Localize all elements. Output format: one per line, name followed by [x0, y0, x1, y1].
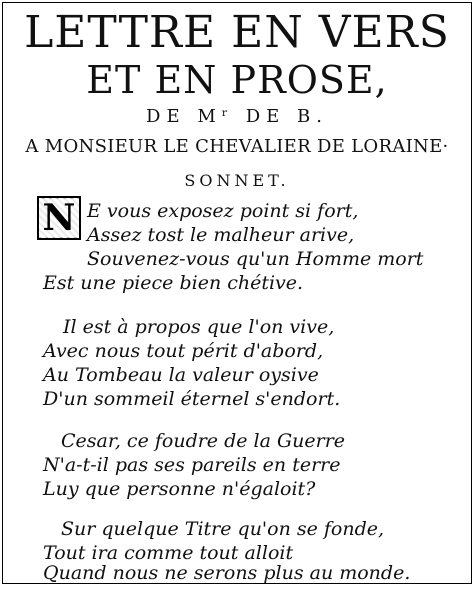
poem-line: Tout ira comme tout alloit [43, 542, 294, 564]
poem-line: Sur quelque Titre qu'on se fonde, [61, 518, 385, 540]
drop-cap-letter: N [39, 199, 80, 237]
poem-line: Cesar, ce foudre de la Guerre [61, 430, 346, 452]
ornamental-drop-cap [37, 196, 81, 240]
poem-line: Au Tombeau la valeur oysive [43, 364, 319, 386]
poem-line: N'a-t-il pas ses pareils en terre [43, 454, 341, 476]
poem-line: E vous exposez point si fort, [87, 200, 359, 222]
poem-line: D'un sommeil éternel s'endort. [43, 388, 341, 410]
author-byline: DE Mʳ DE B. [146, 106, 328, 127]
title-line-2: ET EN PROSE, [86, 58, 388, 102]
title-line-1: LETTRE EN VERS [24, 7, 450, 58]
poem-line: Est une piece bien chétive. [43, 272, 304, 294]
document-page [2, 2, 472, 584]
dedication: A MONSIEUR LE CHEVALIER DE LORAINE· [25, 136, 449, 157]
poem-heading: SONNET. [184, 171, 290, 190]
poem-line: Il est à propos que l'on vive, [63, 316, 335, 338]
poem-line: Assez tost le malheur arive, [87, 224, 355, 246]
poem-line: Souvenez-vous qu'un Homme mort [87, 248, 424, 270]
poem-line: Luy que personne n'égaloit? [43, 478, 316, 500]
poem-line: Quand nous ne serons plus au monde. [43, 562, 411, 584]
poem-line: Avec nous tout périt d'abord, [43, 340, 324, 362]
